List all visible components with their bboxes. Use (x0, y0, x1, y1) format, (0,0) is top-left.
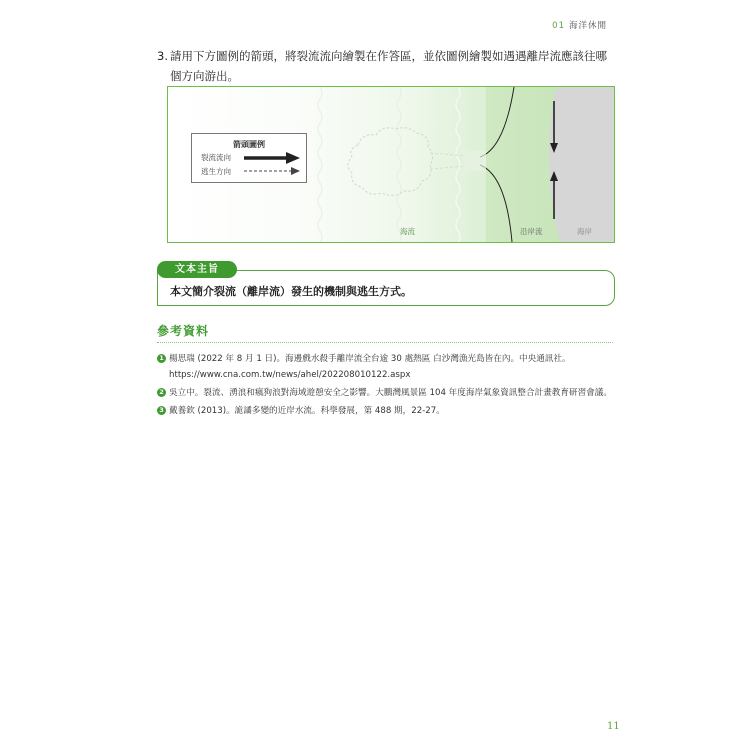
question-text: 請用下方圖例的箭頭，將裂流流向繪製在作答區，並依圖例繪製如遇遇離岸流應該往哪個方向游出。 (170, 49, 607, 83)
legend-rip-label: 裂流流向 (201, 153, 231, 162)
references-divider (157, 342, 613, 343)
escape-direction-arrow-icon (242, 166, 302, 176)
chapter-title: 海洋休閒 (568, 21, 607, 31)
reference-item (157, 385, 617, 401)
label-shore: 海岸 (577, 227, 592, 236)
rip-current-answer-area[interactable] (167, 86, 615, 243)
arrow-legend (191, 133, 307, 183)
label-longshore: 沿岸流 (520, 227, 543, 236)
label-sea: 海流 (400, 227, 415, 236)
reference-item (157, 403, 617, 419)
chapter-number: 01 (552, 21, 565, 31)
question-number: 3. (157, 49, 168, 63)
number-badge-icon: 3 (157, 406, 166, 415)
legend-escape-label: 逃生方向 (201, 167, 231, 176)
reference-item (157, 351, 617, 383)
surf-zone-band (486, 87, 560, 242)
number-badge-icon: 2 (157, 388, 166, 397)
running-header (552, 19, 607, 31)
question-3 (157, 46, 617, 86)
summary-tab: 文本主旨 (157, 261, 237, 278)
rip-neck-shade (464, 151, 486, 171)
number-badge-icon: 1 (157, 354, 166, 363)
rip-direction-arrow-icon (242, 152, 302, 164)
page-number: 11 (607, 721, 620, 732)
legend-title: 箭頭圖例 (233, 140, 265, 149)
summary-text: 本文簡介裂流（離岸流）發生的機制與逃生方式。 (170, 285, 412, 298)
reference-list (157, 351, 617, 421)
reference-text: 戴養欽 (2013)。詭譎多變的近岸水流。科學發展，第 488 期，22-27。 (169, 406, 445, 416)
reference-text: 楊思瑞 (2022 年 8 月 1 日)。海邊戲水殺手離岸流全台逾 30 處熱區 白沙灣漁光島皆在內。中央通訊社。https://www.cna.com.tw/news/ahel/202208010122.aspx (169, 354, 571, 380)
references-title: 參考資料 (157, 324, 210, 338)
reference-text: 吳立中。裂流、湧浪和瘋狗浪對海域遊憩安全之影響。大鵬灣風景區 104 年度海岸氣象資訊整合計畫教育研習會議。 (169, 388, 612, 398)
shoreline (549, 87, 614, 242)
